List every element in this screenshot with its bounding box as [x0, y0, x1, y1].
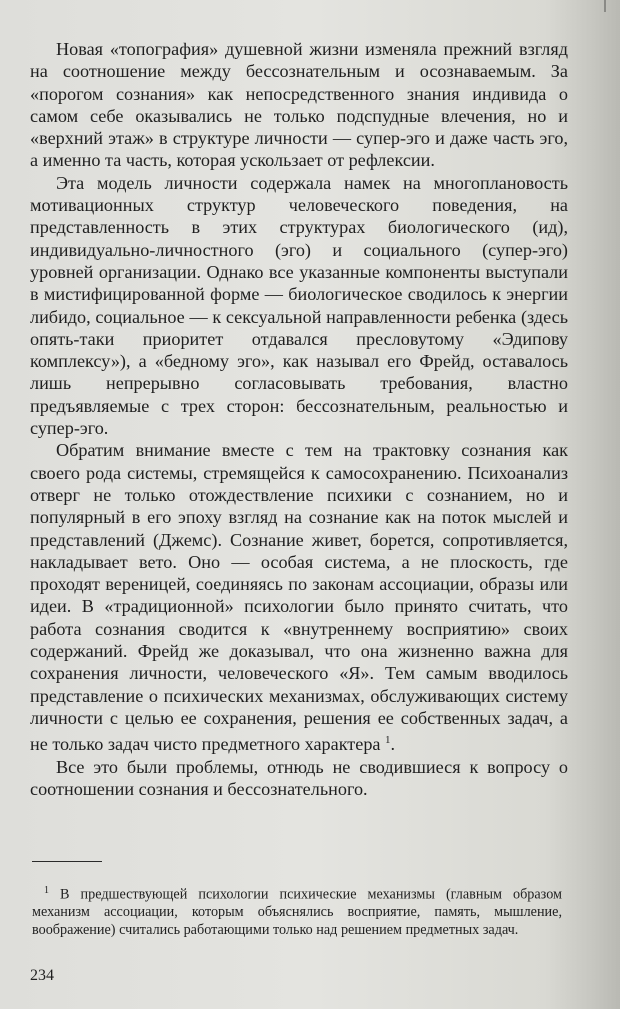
paragraph: Новая «топография» душевной жизни изменяла прежний взгляд на соотношение между бессознательным и осознаваемым. За «порогом сознания» как непосредственного знания индивида о самом себе оказывались не только подспудные влечения, но и «верхний этаж» в структуре личности — супер-эго и даже часть эго, а именно та часть, которая ускользает от рефлексии.: [30, 39, 568, 171]
footnote-marker: 1: [44, 885, 49, 896]
footnote-reference[interactable]: 1: [385, 734, 391, 747]
scan-artifact: [604, 0, 606, 12]
footnote-text: В предшествующей психологии психические механизмы (главным образом механизм ассоциации, которым объяснялись восприятие, память, мышление, воображение) считались работающими только над решением предметных задач.: [32, 886, 563, 938]
paragraph: Эта модель личности содержала намек на многоплановость мотивационных структур человеческого поведения, на представленность в этих структурах биологического (ид), индивидуально-личностного (эго) и социального (супер-эго) уровней организации. Однако все указанные компоненты выступали в мистифицированной форме — биологическое сводилось к энергии либидо, социальное — к сексуальной направленности ребенка (здесь опять-таки приоритет отдавался пресловутому «Эдипову комплексу»), а «бедному эго», как называл его Фрейд, оставалось лишь непрерывно согласовывать требования, властно предъявляемые с трех сторон: бессознательным, реальностью и супер-эго.: [30, 172, 568, 439]
footnote: [32, 882, 562, 939]
paragraph: Все это были проблемы, отнюдь не сводившиеся к вопросу о соотношении сознания и бессознательного.: [30, 756, 568, 799]
footnote-divider: [32, 861, 102, 862]
paragraph-text: Обратим внимание вместе с тем на трактовку сознания как своего рода системы, стремящейся к самосохранению. Психоанализ отверг не только отождествление психики с сознанием, но и популярный в его эпоху взгляд на сознание как на поток мыслей и представлений (Джемс). Сознание живет, борется, сопротивляется, накладывает вето. Оно — особая система, а не плоскость, где проходят вереницей, соединяясь по законам ассоциации, образы или идеи. В «традиционной» психологии было принято считать, что работа сознания сводится к «внутреннему восприятию» своих содержаний. Фрейд же доказывал, что она жизненно важна для сохранения личности, человеческого «Я». Тем самым вводилось представление о психических механизмах, обслуживающих систему личности с целью ее сохранения, решения ее собственных задач, а не только задач чисто предметного характера: [30, 440, 568, 755]
body-text: [30, 38, 568, 800]
page-number: 234: [30, 967, 54, 984]
paragraph: Обратим внимание вместе с тем на трактовку сознания как своего рода системы, стремящейся к самосохранению. Психоанализ отверг не только отождествление психики с сознанием, но и популярный в его эпоху взгляд на сознание как на поток мыслей и представлений (Джемс). Сознание живет, борется, сопротивляется, накладывает вето. Оно — особая система, а не плоскость, где проходят вереницей, соединяясь по законам ассоциации, образы или идеи. В «традиционной» психологии было принято считать, что работа сознания сводится к «внутреннему восприятию» своих содержаний. Фрейд же доказывал, что она жизненно важна для сохранения личности, человеческого «Я». Тем самым вводилось представление о психических механизмах, обслуживающих систему личности с целью ее сохранения, решения ее собственных задач, а не только задач чисто предметного характера $^1$.: [30, 440, 568, 755]
